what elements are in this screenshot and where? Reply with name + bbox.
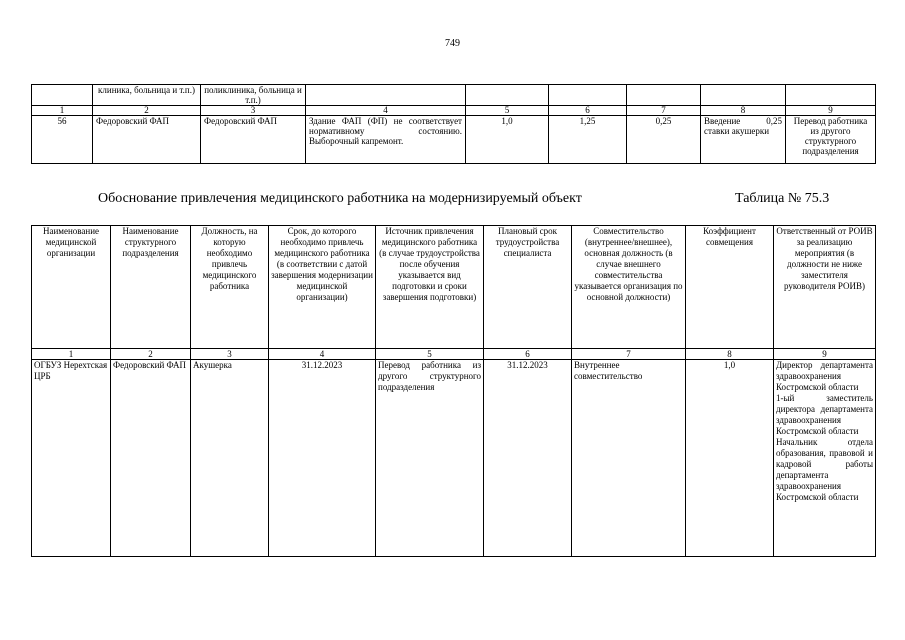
column-number: 5 (466, 106, 549, 116)
table-caption: Обоснование привлечения медицинского работника на модернизируемый объект (98, 191, 582, 206)
measure-cell: Перевод работника из другого структурного подразделения (786, 116, 876, 164)
continuation-table (31, 84, 876, 164)
column-header: Должность, на которую необходимо привлечь медицинского работника (191, 226, 269, 349)
column-number: 5 (376, 349, 484, 360)
column-header: Совместительство (внутреннее/внешнее), основная должность (в случае внешнего совместительства указывается организация по основной должности) (572, 226, 686, 349)
column-number: 9 (786, 106, 876, 116)
value-cell: 1,0 (466, 116, 549, 164)
measure-cell: Введение 0,25 ставки акушерки (701, 116, 786, 164)
responsible-entry: Начальник отдела образования, правовой и кадровой работы департамента здравоохранения Костромской области (776, 437, 873, 502)
column-header: Коэффициент совмещения (686, 226, 774, 349)
condition-cell: Здание ФАП (ФП) не соответствует нормативному состоянию. Выборочный капремонт. (306, 116, 466, 164)
column-number: 2 (111, 349, 191, 360)
responsible-cell (774, 360, 876, 557)
table-row (32, 116, 876, 164)
column-number: 7 (572, 349, 686, 360)
column-number: 7 (627, 106, 701, 116)
position-cell: Акушерка (191, 360, 269, 557)
column-number: 4 (306, 106, 466, 116)
facility-cell: Федоровский ФАП (93, 116, 201, 164)
column-number: 4 (269, 349, 376, 360)
header-row (32, 226, 876, 349)
column-number: 8 (686, 349, 774, 360)
coefficient-cell: 1,0 (686, 360, 774, 557)
column-number-row (32, 349, 876, 360)
column-header: Ответственный от РОИВ за реализацию мероприятия (в должности не ниже заместителя руководителя РОИВ) (774, 226, 876, 349)
column-number: 6 (484, 349, 572, 360)
facility-cell: Федоровский ФАП (201, 116, 306, 164)
part-time-cell: Внутреннее совместительство (572, 360, 686, 557)
row-number-cell: 56 (32, 116, 93, 164)
column-header: Срок, до которого необходимо привлечь медицинского работника (в соответствии с датой завершения модернизации медицинской организации) (269, 226, 376, 349)
header-cell (466, 85, 549, 106)
responsible-entry: Директор департамента здравоохранения Костромской области (776, 360, 873, 392)
source-cell: Перевод работника из другого структурного подразделения (376, 360, 484, 557)
header-cell (549, 85, 627, 106)
column-number: 9 (774, 349, 876, 360)
column-number: 3 (201, 106, 306, 116)
header-cell: клиника, больница и т.п.) (93, 85, 201, 106)
header-cell (32, 85, 93, 106)
column-header: Источник привлечения медицинского работника (в случае трудоустройства после обучения указывается вид подготовки и сроки завершения подготовки) (376, 226, 484, 349)
header-cell (627, 85, 701, 106)
column-number: 3 (191, 349, 269, 360)
header-cell: поликлиника, больница и т.п.) (201, 85, 306, 106)
header-cell (701, 85, 786, 106)
column-number: 1 (32, 106, 93, 116)
header-cell (786, 85, 876, 106)
organization-cell: ОГБУЗ Нерехтская ЦРБ (32, 360, 111, 557)
value-cell: 0,25 (627, 116, 701, 164)
partial-header-row (32, 85, 876, 106)
column-number: 8 (701, 106, 786, 116)
planned-date-cell: 31.12.2023 (484, 360, 572, 557)
deadline-cell: 31.12.2023 (269, 360, 376, 557)
table-number: Таблица № 75.3 (735, 191, 830, 206)
responsible-entry: 1-ый заместитель директора департамента здравоохранения Костромской области (776, 393, 873, 436)
column-number: 1 (32, 349, 111, 360)
subdivision-cell: Федоровский ФАП (111, 360, 191, 557)
value-cell: 1,25 (549, 116, 627, 164)
header-cell (306, 85, 466, 106)
column-header: Плановый срок трудоустройства специалиста (484, 226, 572, 349)
column-number-row (32, 106, 876, 116)
column-header: Наименование медицинской организации (32, 226, 111, 349)
main-table (31, 225, 876, 557)
table-row (32, 360, 876, 557)
page-number: 749 (445, 38, 460, 49)
column-number: 6 (549, 106, 627, 116)
column-number: 2 (93, 106, 201, 116)
column-header: Наименование структурного подразделения (111, 226, 191, 349)
